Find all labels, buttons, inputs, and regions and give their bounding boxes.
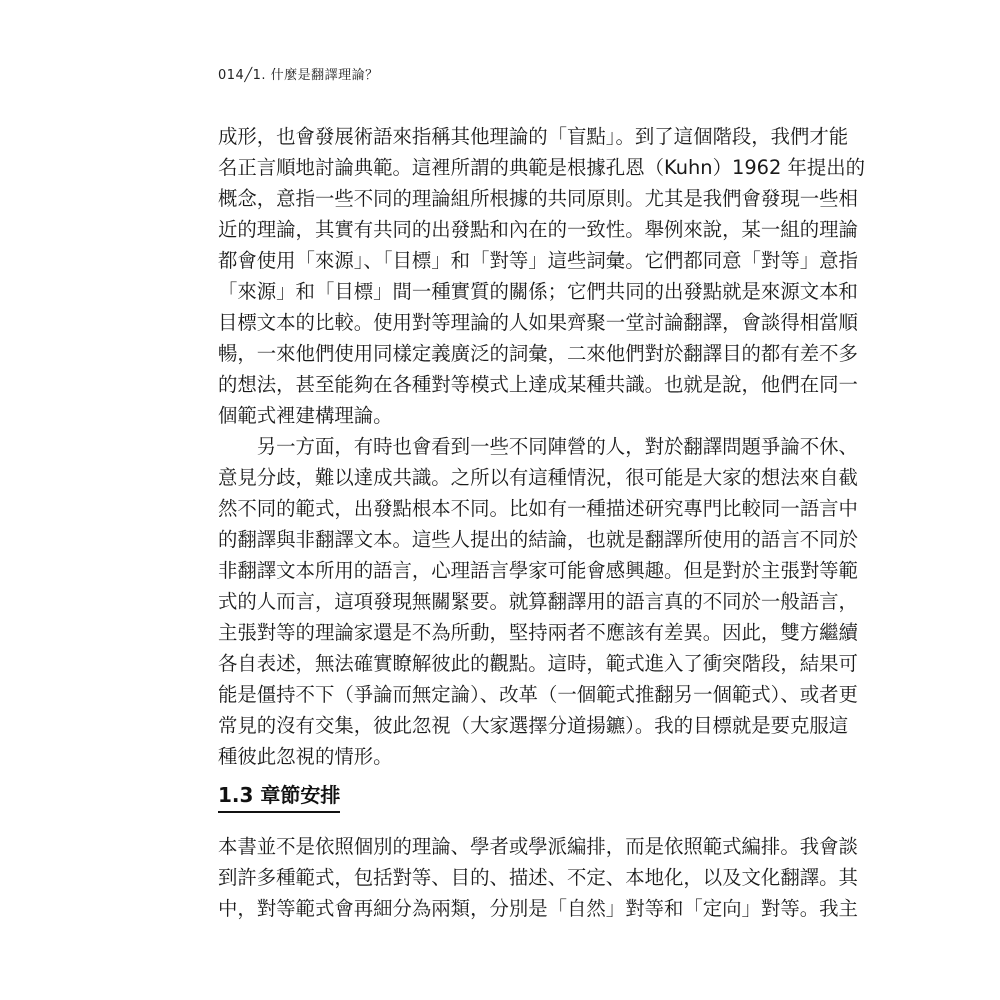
text-line: 另一方面，有時也會看到一些不同陣營的人，對於翻譯問題爭論不休、	[218, 435, 858, 458]
text-line: 能是僵持不下（爭論而無定論）、改革（一個範式推翻另一個範式）、或者更	[218, 683, 858, 706]
paragraph-3	[218, 831, 858, 924]
section-heading: 1.3 章節安排	[218, 779, 340, 813]
text-line: 的想法，甚至能夠在各種對等模式上達成某種共識。也就是說，他們在同一	[218, 373, 858, 396]
text-line: 都會使用「來源」、「目標」和「對等」這些詞彙。它們都同意「對等」意指	[218, 249, 858, 272]
text-line: 的翻譯與非翻譯文本。這些人提出的結論，也就是翻譯所使用的語言不同於	[218, 528, 858, 551]
text-line: 概念，意指一些不同的理論組所根據的共同原則。尤其是我們會發現一些相	[218, 187, 858, 210]
text-line: 個範式裡建構理論。	[218, 404, 393, 427]
text-line: 各自表述，無法確實瞭解彼此的觀點。這時，範式進入了衝突階段，結果可	[218, 652, 858, 675]
text-line: 近的理論，其實有共同的出發點和內在的一致性。舉例來說，某一組的理論	[218, 218, 858, 241]
running-head: 014╱1. 什麼是翻譯理論？	[218, 68, 379, 83]
text-line: 式的人而言，這項發現無關緊要。就算翻譯用的語言真的不同於一般語言，	[218, 590, 858, 613]
text-line: 暢，一來他們使用同樣定義廣泛的詞彙，二來他們對於翻譯目的都有差不多	[218, 342, 858, 365]
text-line: 到許多種範式，包括對等、目的、描述、不定、本地化，以及文化翻譯。其	[218, 866, 858, 889]
text-line: 本書並不是依照個別的理論、學者或學派編排，而是依照範式編排。我會談	[218, 835, 858, 858]
text-line: 意見分歧，難以達成共識。之所以有這種情況，很可能是大家的想法來自截	[218, 466, 858, 489]
text-line: 名正言順地討論典範。這裡所謂的典範是根據孔恩（Kuhn）1962 年提出的	[218, 156, 866, 179]
text-line: 種彼此忽視的情形。	[218, 745, 393, 768]
text-line: 然不同的範式，出發點根本不同。比如有一種描述研究專門比較同一語言中	[218, 497, 858, 520]
text-line: 非翻譯文本所用的語言，心理語言學家可能會感興趣。但是對於主張對等範	[218, 559, 858, 582]
paragraph-1	[218, 121, 866, 431]
text-line: 主張對等的理論家還是不為所動，堅持兩者不應該有差異。因此，雙方繼續	[218, 621, 858, 644]
text-line: 「來源」和「目標」間一種實質的關係；它們共同的出發點就是來源文本和	[218, 280, 858, 303]
text-line: 常見的沒有交集，彼此忽視（大家選擇分道揚鑣）。我的目標就是要克服這	[218, 714, 849, 737]
text-line: 成形，也會發展術語來指稱其他理論的「盲點」。到了這個階段，我們才能	[218, 125, 849, 148]
paragraph-2	[218, 431, 858, 772]
text-line: 目標文本的比較。使用對等理論的人如果齊聚一堂討論翻譯，會談得相當順	[218, 311, 858, 334]
text-line: 中，對等範式會再細分為兩類，分別是「自然」對等和「定向」對等。我主	[218, 897, 858, 920]
